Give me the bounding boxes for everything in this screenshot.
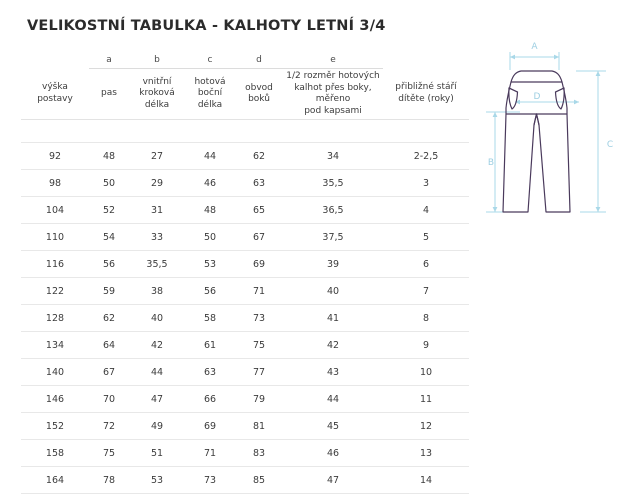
cell-krokova: 29 bbox=[129, 170, 185, 197]
spacer-cell bbox=[283, 120, 383, 143]
cell-pas: 52 bbox=[89, 197, 129, 224]
cell-krokova: 31 bbox=[129, 197, 185, 224]
table-letter-row bbox=[21, 51, 469, 69]
cell-pas: 72 bbox=[89, 413, 129, 440]
dim-c-arrow-bottom bbox=[596, 207, 601, 212]
cell-krokova: 49 bbox=[129, 413, 185, 440]
table-header-row bbox=[21, 69, 469, 120]
column-header-vnitrni-krokova-delka bbox=[129, 69, 185, 120]
header-line: výška bbox=[42, 82, 68, 93]
cell-pres-boky: 44 bbox=[283, 386, 383, 413]
header-line: délka bbox=[144, 99, 170, 110]
cell-stari: 7 bbox=[383, 278, 469, 305]
cell-bocni: 69 bbox=[185, 413, 235, 440]
header-line: 1/2 rozměr hotových bbox=[286, 71, 380, 81]
cell-krokova: 27 bbox=[129, 143, 185, 170]
cell-pres-boky: 34 bbox=[283, 143, 383, 170]
cell-bocni: 50 bbox=[185, 224, 235, 251]
dim-d-arrow-right bbox=[574, 100, 579, 105]
header-line: přibližné stáří bbox=[395, 82, 457, 93]
header-line: kroková bbox=[139, 88, 175, 99]
spacer-cell bbox=[21, 120, 89, 143]
header-line: postavy bbox=[37, 93, 73, 104]
cell-krokova: 38 bbox=[129, 278, 185, 305]
letter-cell-blank-right bbox=[383, 51, 469, 69]
cell-stari: 6 bbox=[383, 251, 469, 278]
spacer-cell bbox=[129, 120, 185, 143]
cell-stari: 4 bbox=[383, 197, 469, 224]
cell-boky: 71 bbox=[235, 278, 283, 305]
cell-krokova: 51 bbox=[129, 440, 185, 467]
cell-pas: 78 bbox=[89, 467, 129, 494]
dim-a-arrow-right bbox=[554, 55, 559, 60]
letter-cell-b: b bbox=[129, 51, 185, 69]
column-header-obvod-boku bbox=[235, 69, 283, 120]
table-row bbox=[21, 143, 469, 170]
cell-bocni: 53 bbox=[185, 251, 235, 278]
header-line: boční bbox=[197, 88, 223, 99]
cell-pres-boky: 47 bbox=[283, 467, 383, 494]
cell-bocni: 61 bbox=[185, 332, 235, 359]
header-line: hotová bbox=[194, 76, 226, 87]
table-row bbox=[21, 467, 469, 494]
cell-krokova: 40 bbox=[129, 305, 185, 332]
cell-boky: 81 bbox=[235, 413, 283, 440]
spacer-cell bbox=[185, 120, 235, 143]
table-row bbox=[21, 197, 469, 224]
cell-stari: 9 bbox=[383, 332, 469, 359]
header-line: kalhot přes boky, měřeno bbox=[294, 82, 372, 104]
right-pocket-trim bbox=[556, 88, 565, 92]
table-row bbox=[21, 224, 469, 251]
column-header-pas bbox=[89, 69, 129, 120]
letter-cell-e: e bbox=[283, 51, 383, 69]
spacer-cell bbox=[89, 120, 129, 143]
cell-pres-boky: 36,5 bbox=[283, 197, 383, 224]
header-line: délka bbox=[197, 99, 223, 110]
column-header-vyska-postavy bbox=[21, 69, 89, 120]
cell-bocni: 48 bbox=[185, 197, 235, 224]
cell-bocni: 66 bbox=[185, 386, 235, 413]
table-row bbox=[21, 359, 469, 386]
cell-pas: 64 bbox=[89, 332, 129, 359]
cell-bocni: 44 bbox=[185, 143, 235, 170]
dim-b-arrow-top bbox=[493, 112, 498, 117]
cell-vyska: 110 bbox=[21, 224, 89, 251]
cell-vyska: 116 bbox=[21, 251, 89, 278]
cell-boky: 73 bbox=[235, 305, 283, 332]
crotch-seam bbox=[534, 114, 539, 125]
pants-diagram bbox=[480, 30, 630, 230]
dim-label-c: C bbox=[606, 140, 614, 150]
letter-cell-blank-left bbox=[21, 51, 89, 69]
cell-vyska: 104 bbox=[21, 197, 89, 224]
column-header-hotova-bocni-delka bbox=[185, 69, 235, 120]
cell-krokova: 42 bbox=[129, 332, 185, 359]
cell-vyska: 92 bbox=[21, 143, 89, 170]
cell-pas: 62 bbox=[89, 305, 129, 332]
right-leg-shape bbox=[537, 114, 571, 212]
size-table bbox=[21, 51, 469, 494]
cell-boky: 77 bbox=[235, 359, 283, 386]
cell-krokova: 44 bbox=[129, 359, 185, 386]
letter-cell-c: c bbox=[185, 51, 235, 69]
dim-c-arrow-top bbox=[596, 71, 601, 76]
waistband-shape bbox=[511, 71, 562, 82]
table-row bbox=[21, 413, 469, 440]
table-row bbox=[21, 251, 469, 278]
page-title: VELIKOSTNÍ TABULKA - KALHOTY LETNÍ 3/4 bbox=[27, 18, 386, 34]
dim-label-d: D bbox=[533, 92, 541, 102]
cell-vyska: 140 bbox=[21, 359, 89, 386]
header-line: obvod bbox=[245, 82, 273, 93]
cell-boky: 67 bbox=[235, 224, 283, 251]
cell-stari: 12 bbox=[383, 413, 469, 440]
cell-boky: 79 bbox=[235, 386, 283, 413]
header-line: dítěte (roky) bbox=[398, 93, 454, 104]
cell-vyska: 128 bbox=[21, 305, 89, 332]
header-line: pas bbox=[101, 88, 117, 99]
cell-boky: 75 bbox=[235, 332, 283, 359]
dim-label-a: A bbox=[531, 42, 538, 52]
cell-krokova: 33 bbox=[129, 224, 185, 251]
letter-cell-a: a bbox=[89, 51, 129, 69]
cell-pres-boky: 39 bbox=[283, 251, 383, 278]
cell-krokova: 53 bbox=[129, 467, 185, 494]
cell-stari: 3 bbox=[383, 170, 469, 197]
table-row bbox=[21, 305, 469, 332]
dim-label-b: B bbox=[487, 158, 495, 168]
dim-b-arrow-bottom bbox=[493, 207, 498, 212]
cell-bocni: 71 bbox=[185, 440, 235, 467]
cell-pas: 75 bbox=[89, 440, 129, 467]
cell-vyska: 158 bbox=[21, 440, 89, 467]
cell-pas: 48 bbox=[89, 143, 129, 170]
cell-pas: 59 bbox=[89, 278, 129, 305]
cell-stari: 2-2,5 bbox=[383, 143, 469, 170]
left-leg-shape bbox=[503, 114, 537, 212]
header-line: boků bbox=[248, 94, 270, 104]
cell-pres-boky: 37,5 bbox=[283, 224, 383, 251]
header-line: vnitřní bbox=[142, 76, 172, 87]
cell-pas: 70 bbox=[89, 386, 129, 413]
table-row bbox=[21, 440, 469, 467]
table-spacer-row bbox=[21, 120, 469, 143]
cell-bocni: 58 bbox=[185, 305, 235, 332]
column-header-priblizne-stari-ditete bbox=[383, 69, 469, 120]
cell-vyska: 146 bbox=[21, 386, 89, 413]
header-line: pod kapsami bbox=[304, 105, 362, 116]
cell-stari: 8 bbox=[383, 305, 469, 332]
cell-vyska: 98 bbox=[21, 170, 89, 197]
cell-bocni: 56 bbox=[185, 278, 235, 305]
cell-vyska: 164 bbox=[21, 467, 89, 494]
cell-stari: 13 bbox=[383, 440, 469, 467]
spacer-cell bbox=[235, 120, 283, 143]
cell-pres-boky: 45 bbox=[283, 413, 383, 440]
cell-vyska: 152 bbox=[21, 413, 89, 440]
cell-boky: 83 bbox=[235, 440, 283, 467]
cell-vyska: 122 bbox=[21, 278, 89, 305]
cell-bocni: 73 bbox=[185, 467, 235, 494]
table-row bbox=[21, 332, 469, 359]
cell-vyska: 134 bbox=[21, 332, 89, 359]
cell-bocni: 46 bbox=[185, 170, 235, 197]
cell-krokova: 35,5 bbox=[129, 251, 185, 278]
cell-pas: 50 bbox=[89, 170, 129, 197]
left-pocket-trim bbox=[509, 88, 518, 92]
cell-pres-boky: 41 bbox=[283, 305, 383, 332]
cell-pres-boky: 42 bbox=[283, 332, 383, 359]
cell-stari: 11 bbox=[383, 386, 469, 413]
dim-a-arrow-left bbox=[510, 55, 515, 60]
table-row bbox=[21, 278, 469, 305]
cell-krokova: 47 bbox=[129, 386, 185, 413]
cell-pres-boky: 35,5 bbox=[283, 170, 383, 197]
table-row bbox=[21, 386, 469, 413]
cell-boky: 69 bbox=[235, 251, 283, 278]
cell-bocni: 63 bbox=[185, 359, 235, 386]
cell-pas: 56 bbox=[89, 251, 129, 278]
cell-pres-boky: 46 bbox=[283, 440, 383, 467]
cell-pres-boky: 43 bbox=[283, 359, 383, 386]
cell-stari: 14 bbox=[383, 467, 469, 494]
cell-stari: 5 bbox=[383, 224, 469, 251]
cell-boky: 85 bbox=[235, 467, 283, 494]
cell-boky: 65 bbox=[235, 197, 283, 224]
cell-pres-boky: 40 bbox=[283, 278, 383, 305]
size-table-container bbox=[21, 51, 469, 494]
cell-boky: 62 bbox=[235, 143, 283, 170]
cell-pas: 54 bbox=[89, 224, 129, 251]
column-header-polovina-rozmer-pres-boky bbox=[283, 69, 383, 120]
spacer-cell bbox=[383, 120, 469, 143]
cell-pas: 67 bbox=[89, 359, 129, 386]
cell-boky: 63 bbox=[235, 170, 283, 197]
letter-cell-d: d bbox=[235, 51, 283, 69]
cell-stari: 10 bbox=[383, 359, 469, 386]
table-row bbox=[21, 170, 469, 197]
